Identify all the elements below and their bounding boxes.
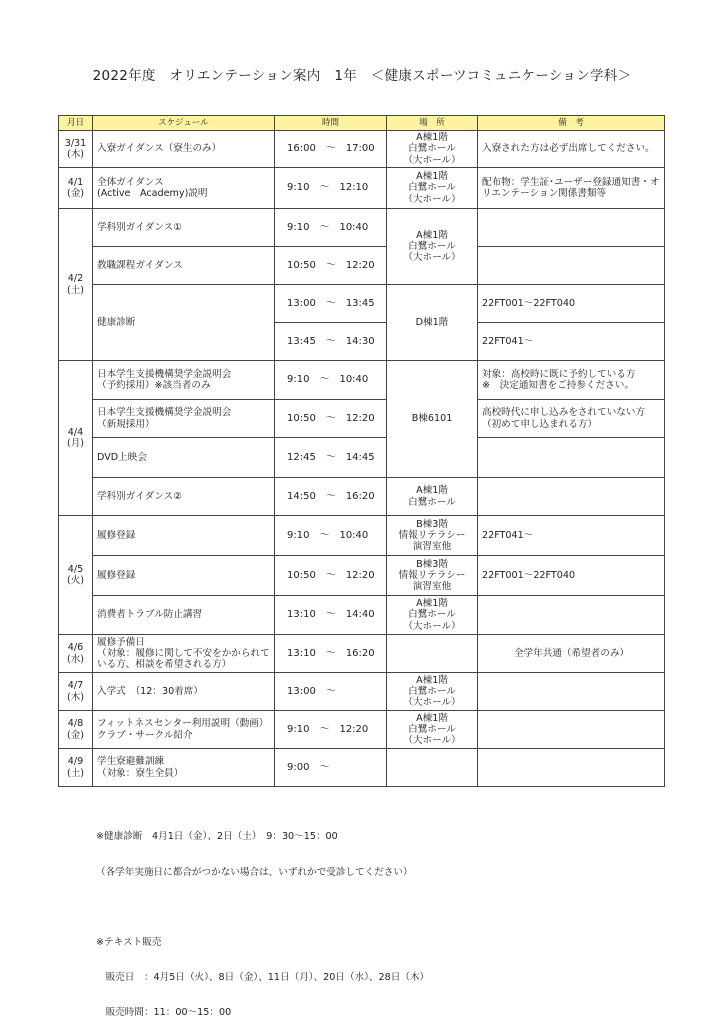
footer-sale-dates: 販売日 ：4月5日（火）、8日（金）、11日（月）、20日（水）、28日（木） [96, 972, 430, 984]
place-cell: B棟6101 [387, 361, 478, 478]
table-row [59, 400, 665, 438]
notes-cell [478, 478, 665, 516]
notes-cell [478, 596, 665, 635]
time-cell: 10:50 ～ 12:20 [275, 556, 387, 596]
place-cell [387, 749, 478, 787]
footer-health-check-note: （各学年実施日に都合がつかない場合は、いずれかで受診してください） [96, 866, 413, 878]
date-cell: 4/1 (金) [59, 168, 93, 209]
place-cell: A棟1階 白鷺ホール （大ホール） [387, 596, 478, 635]
time-cell: 13:00 ～ 13:45 [275, 285, 387, 323]
notes-cell: 22FT041～ [478, 323, 665, 361]
time-cell: 9:10 ～ 10:40 [275, 209, 387, 247]
table-row [59, 131, 665, 168]
footer-textbook-sale: ※テキスト販売 [96, 937, 162, 949]
schedule-cell: 入学式 （12：30着席） [93, 673, 275, 711]
table-row [59, 673, 665, 711]
footer-sale-hours: 販売時間：11：00～15：00 [96, 1007, 232, 1019]
date-cell: 4/9 (土) [59, 749, 93, 787]
footer-health-check: ※健康診断 4月1日（金）、2日（土） 9：30～15：00 [96, 831, 338, 843]
notes-cell [478, 209, 665, 247]
table-row [59, 247, 665, 285]
table-row [59, 361, 665, 400]
time-cell: 9:10 ～ 12:20 [275, 711, 387, 749]
header-time: 時間 [275, 116, 387, 131]
table-row [59, 168, 665, 209]
notes-cell: 全学年共通（希望者のみ） [478, 635, 665, 673]
schedule-cell: 教職課程ガイダンス [93, 247, 275, 285]
schedule-cell: 日本学生支援機構奨学金説明会 （新規採用） [93, 400, 275, 438]
schedule-cell: 履修予備日 （対象：履修に関して不安をかかられている方、相談を希望される方） [93, 635, 275, 673]
schedule-cell: 履修登録 [93, 516, 275, 556]
notes-cell: 22FT041～ [478, 516, 665, 556]
schedule-cell: 日本学生支援機構奨学金説明会 （予約採用）※該当者のみ [93, 361, 275, 400]
notes-cell: 入寮された方は必ず出席してください。 [478, 131, 665, 168]
date-cell: 4/8 (金) [59, 711, 93, 749]
table-row [59, 285, 665, 323]
place-cell: A棟1階 白鷺ホール [387, 478, 478, 516]
time-cell: 9:10 ～ 10:40 [275, 516, 387, 556]
header-notes: 備 考 [478, 116, 665, 131]
time-cell: 10:50 ～ 12:20 [275, 247, 387, 285]
time-cell: 13:00 ～ [275, 673, 387, 711]
schedule-cell: DVD上映会 [93, 438, 275, 478]
place-cell: D棟1階 [387, 285, 478, 361]
place-cell [387, 635, 478, 673]
time-cell: 10:50 ～ 12:20 [275, 400, 387, 438]
time-cell: 9:00 ～ [275, 749, 387, 787]
header-date: 月日 [59, 116, 93, 131]
table-row [59, 556, 665, 596]
schedule-cell: フィットネスセンター利用説明（動画） クラブ・サークル紹介 [93, 711, 275, 749]
table-row [59, 478, 665, 516]
time-cell: 16:00 ～ 17:00 [275, 131, 387, 168]
notes-cell: 対象：高校時に既に予約している方 ※ 決定通知書をご持参ください。 [478, 361, 665, 400]
time-cell: 13:45 ～ 14:30 [275, 323, 387, 361]
notes-cell [478, 673, 665, 711]
notes-cell: 22FT001～22FT040 [478, 285, 665, 323]
schedule-cell: 学科別ガイダンス② [93, 478, 275, 516]
date-cell: 3/31 (木) [59, 131, 93, 168]
time-cell: 9:10 ～ 12:10 [275, 168, 387, 209]
table-row [59, 596, 665, 635]
place-cell: A棟1階 白鷺ホール （大ホール） [387, 131, 478, 168]
table-row [59, 516, 665, 556]
notes-cell [478, 711, 665, 749]
header-schedule: スケジュール [93, 116, 275, 131]
notes-cell: 配布物：学生証･ユーザー登録通知書・オリエンテーション関係書類等 [478, 168, 665, 209]
notes-cell: 22FT001～22FT040 [478, 556, 665, 596]
time-cell: 9:10 ～ 10:40 [275, 361, 387, 400]
table-row [59, 711, 665, 749]
schedule-cell: 学生寮避難訓練 （対象：寮生全員） [93, 749, 275, 787]
schedule-cell: 全体ガイダンス (Active Academy)説明 [93, 168, 275, 209]
header-place: 場 所 [387, 116, 478, 131]
time-cell: 13:10 ～ 14:40 [275, 596, 387, 635]
place-cell: B棟3階 情報リテラシー 演習室他 [387, 556, 478, 596]
schedule-cell: 学科別ガイダンス① [93, 209, 275, 247]
schedule-table [58, 115, 665, 787]
schedule-cell: 健康診断 [93, 285, 275, 361]
time-cell: 12:45 ～ 14:45 [275, 438, 387, 478]
schedule-cell: 履修登録 [93, 556, 275, 596]
place-cell: A棟1階 白鷺ホール （大ホール） [387, 673, 478, 711]
date-cell: 4/7 (木) [59, 673, 93, 711]
notes-cell: 高校時代に申し込みをされていない方 （初めて申し込まれる方） [478, 400, 665, 438]
table-row [59, 438, 665, 478]
date-cell: 4/4 (月) [59, 361, 93, 516]
table-header-row [59, 116, 665, 131]
date-cell: 4/6 (水) [59, 635, 93, 673]
page-title: 2022年度 オリエンテーション案内 1年 ＜健康スポーツコミュニケーション学科＞ [92, 68, 632, 84]
place-cell: A棟1階 白鷺ホール （大ホール） [387, 711, 478, 749]
notes-cell [478, 247, 665, 285]
table-row [59, 635, 665, 673]
table-row [59, 209, 665, 247]
place-cell: A棟1階 白鷺ホール （大ホール） [387, 209, 478, 285]
date-cell: 4/5 (火) [59, 516, 93, 635]
date-cell: 4/2 (土) [59, 209, 93, 361]
time-cell: 14:50 ～ 16:20 [275, 478, 387, 516]
table-row [59, 749, 665, 787]
place-cell: B棟3階 情報リテラシー 演習室他 [387, 516, 478, 556]
time-cell: 13:10 ～ 16:20 [275, 635, 387, 673]
schedule-cell: 入寮ガイダンス（寮生のみ） [93, 131, 275, 168]
place-cell: A棟1階 白鷺ホール （大ホール） [387, 168, 478, 209]
footer-notes [96, 808, 429, 1031]
notes-cell [478, 438, 665, 478]
notes-cell [478, 749, 665, 787]
schedule-cell: 消費者トラブル防止講習 [93, 596, 275, 635]
